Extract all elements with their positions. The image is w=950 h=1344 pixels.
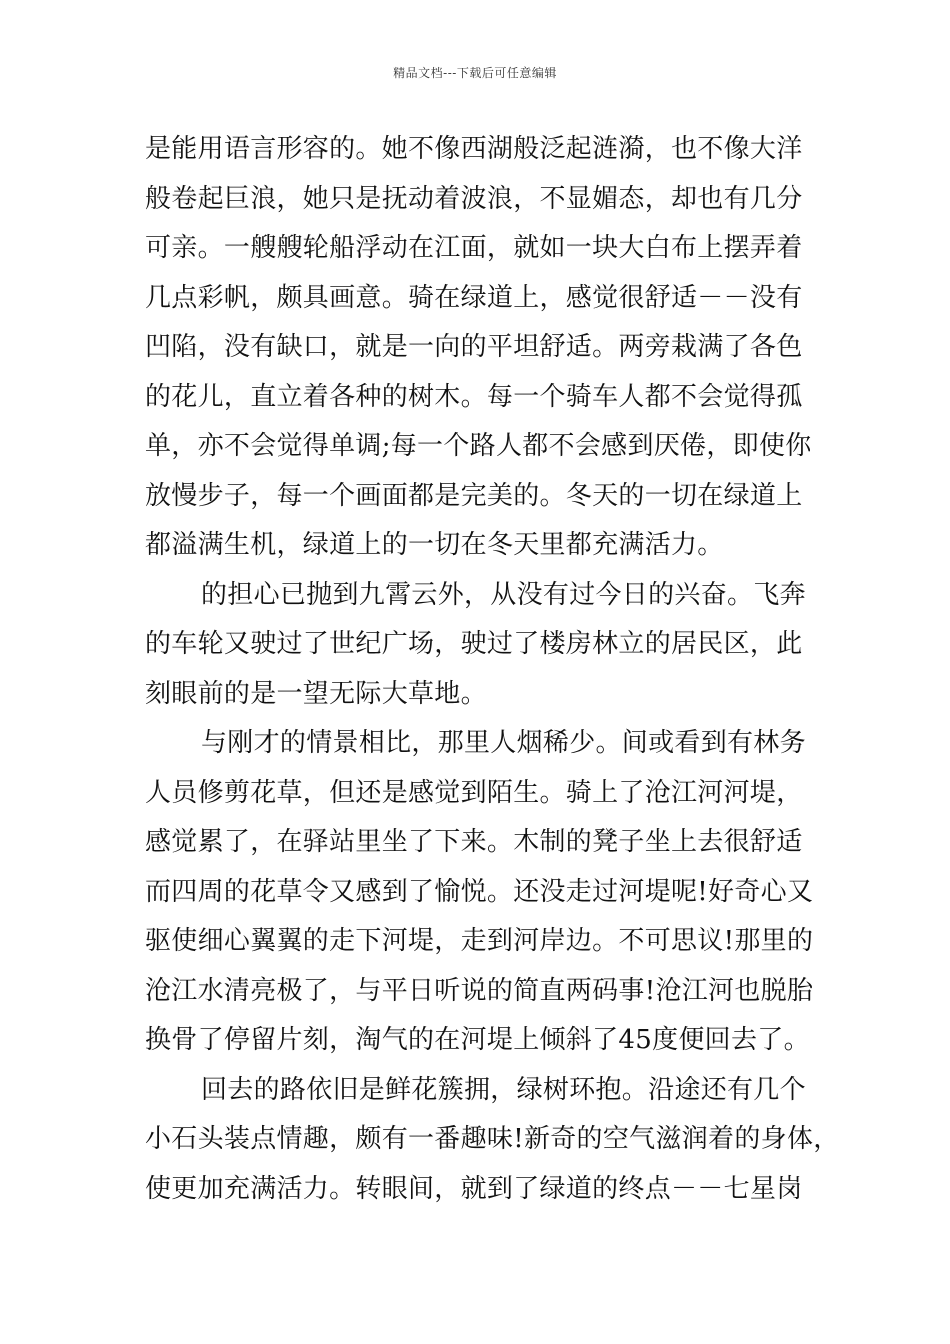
text-line: 的花儿，直立着各种的树木。每一个骑车人都不会觉得孤	[145, 381, 803, 412]
text-line: 使更加充满活力。转眼间，就到了绿道的终点－－七星岗	[145, 1173, 803, 1204]
text-line: 的车轮又驶过了世纪广场，驶过了楼房林立的居民区，此	[145, 629, 803, 659]
text-line: 是能用语言形容的。她不像西湖般泛起涟漪，也不像大洋	[145, 134, 803, 164]
text-line: 刻眼前的是一望无际大草地。	[145, 678, 487, 709]
text-line: 几点彩帆，颇具画意。骑在绿道上，感觉很舒适－－没有	[145, 282, 803, 313]
text-line: 沧江水清亮极了，与平日听说的简直两码事!沧江河也脱胎	[145, 975, 814, 1006]
text-line: 可亲。一艘艘轮船浮动在江面，就如一块大白布上摆弄着	[145, 233, 803, 263]
text-line: 驱使细心翼翼的走下河堤，走到河岸边。不可思议!那里的	[145, 926, 814, 956]
text-line: 都溢满生机，绿道上的一切在冬天里都充满活力。	[145, 530, 724, 560]
paragraph-start-line: 的担心已抛到九霄云外，从没有过今日的兴奋。飞奔	[201, 579, 806, 610]
text-line: 般卷起巨浪，她只是抚动着波浪，不显媚态，却也有几分	[145, 183, 803, 214]
text-line: 而四周的花草令又感到了愉悦。还没走过河堤呢!好奇心又	[145, 876, 814, 907]
paragraph-start-line: 回去的路依旧是鲜花簇拥，绿树环抱。沿途还有几个	[201, 1074, 806, 1105]
page-header: 精品文档---下载后可任意编辑	[393, 66, 557, 80]
body-text	[145, 125, 840, 1214]
text-line: 凹陷，没有缺口，就是一向的平坦舒适。两旁栽满了各色	[145, 332, 803, 362]
text-line: 感觉累了，在驿站里坐了下来。木制的凳子坐上去很舒适	[145, 827, 803, 857]
text-line: 小石头装点情趣，颇有一番趣味!新奇的空气滋润着的身体，	[145, 1124, 840, 1154]
paragraph-start-line: 与刚才的情景相比，那里人烟稀少。间或看到有林务	[201, 728, 806, 758]
text-line: 放慢步子，每一个画面都是完美的。冬天的一切在绿道上	[145, 480, 803, 511]
text-line: 换骨了停留片刻，淘气的在河堤上倾斜了45度便回去了。	[145, 1025, 810, 1055]
text-line: 单，亦不会觉得单调;每一个路人都不会感到厌倦，即使你	[145, 431, 812, 461]
text-line: 人员修剪花草，但还是感觉到陌生。骑上了沧江河河堤，	[145, 777, 803, 808]
